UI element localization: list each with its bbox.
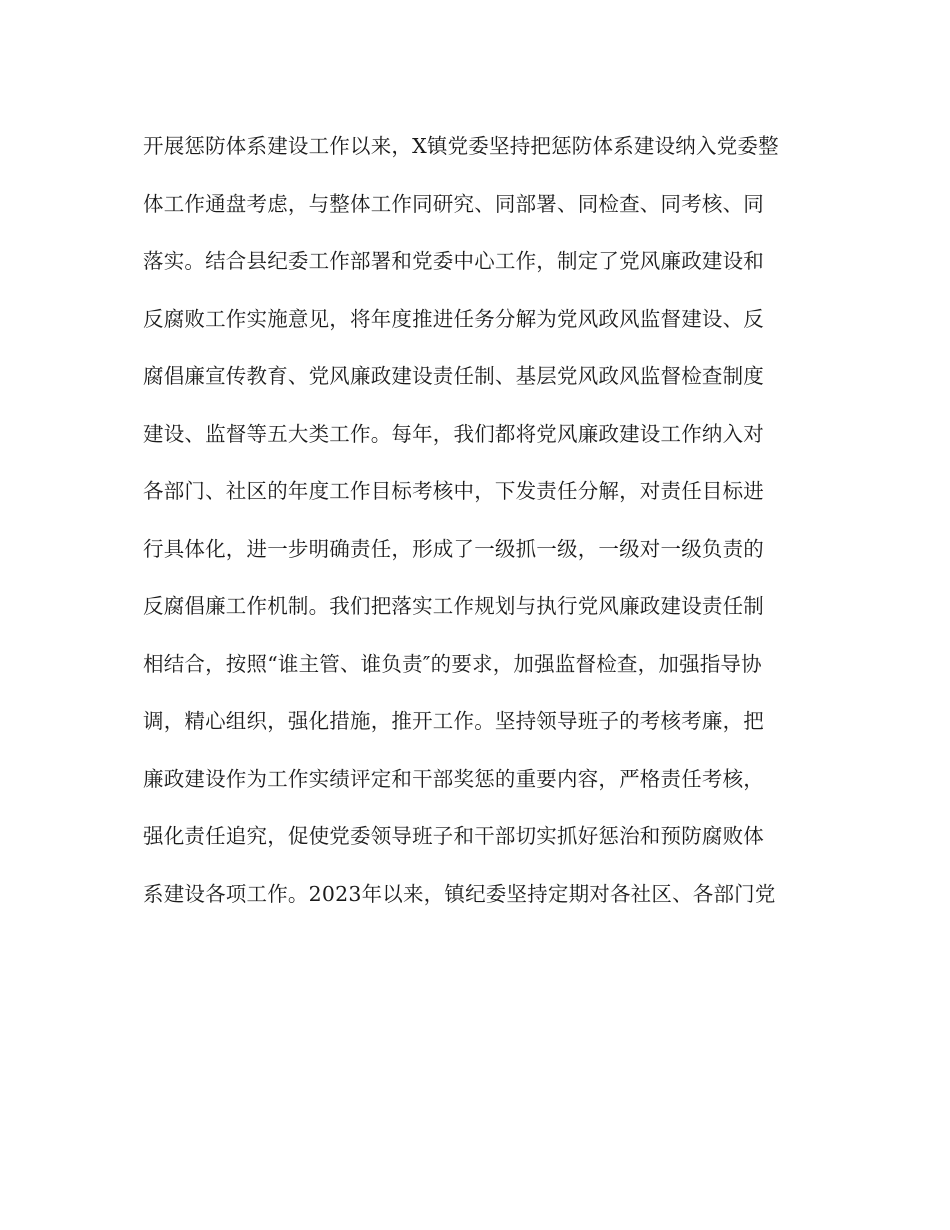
text-line: 行具体化，进一步明确责任，形成了一级抓一级，一级对一级负责的 [143,536,764,561]
text-line: 调，精心组织，强化措施，推开工作。坚持领导班子的考核考廉，把 [143,709,764,733]
text-line: 各部门、社区的年度工作目标考核中，下发责任分解，对责任目标进 [143,479,764,503]
text-line: 落实。结合县纪委工作部署和党委中心工作，制定了党风廉政建设和 [143,249,764,273]
text-line: 相结合，按照“谁主管、谁负责″的要求，加强监督检查，加强指导协 [143,651,762,676]
text-line: 反腐败工作实施意见，将年度推进任务分解为党风政风监督建设、反 [143,306,764,331]
text-line: 腐倡廉宣传教育、党风廉政建设责任制、基层党风政风监督检查制度 [143,364,764,388]
text-line: 建设、监督等五大类工作。每年，我们都将党风廉政建设工作纳入对 [143,421,764,446]
text-line: 系建设各项工作。2023年以来，镇纪委坚持定期对各社区、各部门党 [143,881,776,906]
body-text [143,118,823,923]
text-line: 体工作通盘考虑，与整体工作同研究、同部署、同检查、同考核、同 [143,191,764,216]
text-line: 强化责任追究，促使党委领导班子和干部切实抓好惩治和预防腐败体 [143,824,764,848]
text-line: 廉政建设作为工作实绩评定和干部奖惩的重要内容，严格责任考核， [143,766,764,791]
text-line: 反腐倡廉工作机制。我们把落实工作规划与执行党风廉政建设责任制 [143,594,764,618]
text-line: 开展惩防体系建设工作以来，X镇党委坚持把惩防体系建设纳入党委整 [143,134,779,158]
